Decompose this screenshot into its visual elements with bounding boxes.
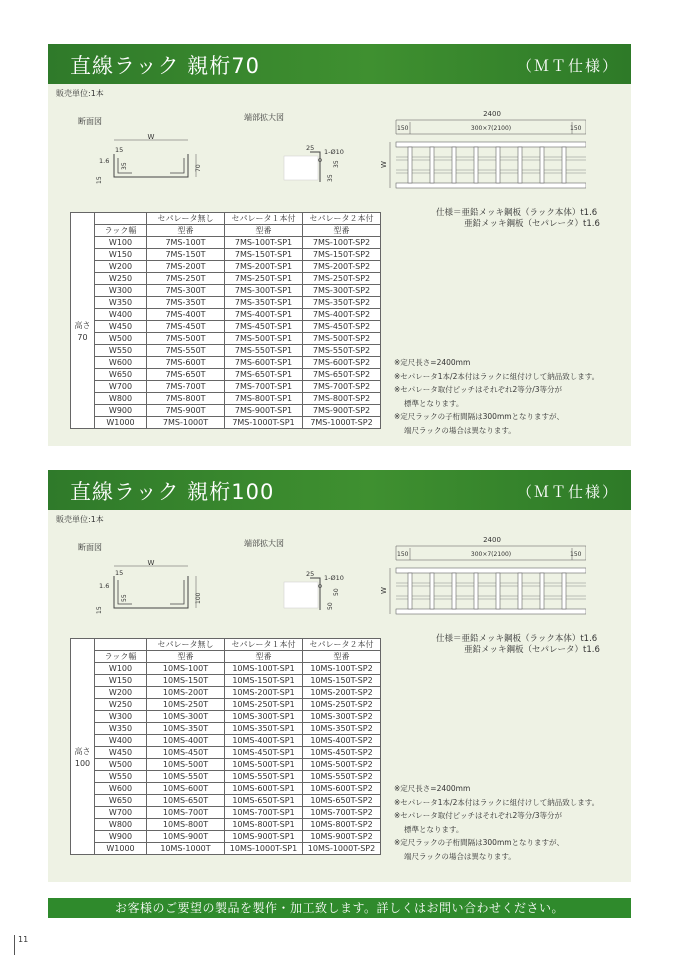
model-number-cell: 7MS-1000T-SP1 [225,417,303,429]
material-line: 仕様＝亜鉛メッキ鋼板（ラック本体）t1.6 [436,634,598,644]
height-cell [71,237,95,429]
rack-width-cell: W400 [95,735,147,747]
model-number-cell: 10MS-550T-SP1 [225,771,303,783]
notes [394,356,599,437]
table-row [71,699,381,711]
model-number-cell: 7MS-250T [147,273,225,285]
end-detail-figure [280,566,350,612]
rack-width-cell: W150 [95,249,147,261]
model-number-cell: 10MS-150T-SP1 [225,675,303,687]
rack-width-cell: W800 [95,393,147,405]
notes [394,782,599,863]
note-line: ※定尺ラックの子桁間隔は300mmとなりますが、 [394,412,565,421]
rack-width-cell: W550 [95,345,147,357]
rack-width-cell: W250 [95,699,147,711]
model-number-cell: 7MS-600T [147,357,225,369]
dim-100: 100 [195,592,202,604]
dim-50b: 50 [333,588,340,596]
model-number-cell: 7MS-400T-SP2 [303,309,381,321]
model-number-cell: 10MS-200T [147,687,225,699]
subheader-model: 型番 [147,651,225,663]
table-row [71,687,381,699]
note-line: ※セパレータ取付ピッチはそれぞれ2等分/3等分が [394,811,563,820]
model-number-cell: 10MS-700T [147,807,225,819]
cross-section-figure [96,558,206,614]
model-number-cell: 7MS-900T [147,405,225,417]
dim-w-plan: W [380,587,388,594]
table-row [71,723,381,735]
model-number-cell: 10MS-700T-SP1 [225,807,303,819]
model-number-cell: 7MS-500T [147,333,225,345]
dim-left: 150 [397,125,409,132]
model-number-cell: 7MS-400T [147,309,225,321]
table-row [71,393,381,405]
height-value: 100 [74,759,91,769]
model-number-cell: 7MS-500T-SP2 [303,333,381,345]
table-row [71,843,381,855]
rack-width-cell: W650 [95,795,147,807]
model-number-cell: 7MS-200T-SP1 [225,261,303,273]
table-row [71,831,381,843]
note-line: ※定尺ラックの子桁間隔は300mmとなりますが、 [394,838,565,847]
model-number-cell: 10MS-450T-SP2 [303,747,381,759]
table-row [71,807,381,819]
rack-width-cell: W550 [95,771,147,783]
model-number-cell: 7MS-800T-SP2 [303,393,381,405]
subheader-width: ラック幅 [95,651,147,663]
dim-w: W [147,133,155,141]
height-cell [71,663,95,855]
model-number-cell: 7MS-800T-SP1 [225,393,303,405]
model-number-cell: 10MS-300T-SP1 [225,711,303,723]
section-spec: （ＭＴ仕様） [516,483,619,501]
model-number-cell: 10MS-350T-SP1 [225,723,303,735]
table-row [71,333,381,345]
model-number-cell: 10MS-600T [147,783,225,795]
model-number-cell: 10MS-650T-SP2 [303,795,381,807]
note-line: ※セパレータ1本/2本付はラックに組付けして納品致します。 [394,797,600,807]
note-line: 標準となります。 [404,398,464,408]
product-section-70 [48,44,631,446]
header-no-sep: セパレータ無し [147,213,225,225]
header-sep-1: セパレータ１本付 [225,213,303,225]
model-number-cell: 10MS-300T-SP2 [303,711,381,723]
model-number-cell: 10MS-350T-SP2 [303,723,381,735]
section-title: 直線ラック 親桁70 [70,54,260,78]
model-number-cell: 10MS-400T-SP2 [303,735,381,747]
header-sep-2: セパレータ２本付 [303,213,381,225]
table-row [71,735,381,747]
model-number-cell: 10MS-650T-SP1 [225,795,303,807]
table-row [71,771,381,783]
model-number-cell: 10MS-550T [147,771,225,783]
table-body [71,237,381,429]
dim-25: 25 [306,144,315,152]
dim-15: 15 [115,146,124,154]
rack-width-cell: W900 [95,405,147,417]
rack-width-cell: W400 [95,309,147,321]
model-number-cell: 10MS-350T [147,723,225,735]
model-number-cell: 10MS-250T-SP2 [303,699,381,711]
model-number-cell: 7MS-800T [147,393,225,405]
model-number-cell: 7MS-200T-SP2 [303,261,381,273]
dim-35b: 35 [333,160,340,168]
model-number-cell: 10MS-1000T-SP2 [303,843,381,855]
header-sep-2: セパレータ２本付 [303,639,381,651]
dim-hole: 1-Ø10 [324,148,344,156]
table-row [71,759,381,771]
table-row [71,405,381,417]
rack-width-cell: W450 [95,321,147,333]
model-number-cell: 7MS-300T [147,285,225,297]
rack-width-cell: W700 [95,807,147,819]
dim-1-6: 1.6 [99,157,110,165]
spec-table [70,638,381,855]
model-number-cell: 10MS-550T-SP2 [303,771,381,783]
rack-width-cell: W200 [95,261,147,273]
cross-section-figure [96,132,206,184]
end-detail-label: 端部拡大図 [244,539,284,548]
model-number-cell: 7MS-100T-SP1 [225,237,303,249]
table-row [71,711,381,723]
table-row [71,369,381,381]
dim-15: 15 [115,569,124,577]
dim-50a: 50 [327,602,334,610]
subheader-model: 型番 [303,651,381,663]
table-row [71,237,381,249]
rack-width-cell: W600 [95,357,147,369]
dim-total: 2400 [483,110,501,118]
plan-view-figure [376,534,586,620]
model-number-cell: 10MS-100T-SP2 [303,663,381,675]
model-number-cell: 7MS-450T-SP1 [225,321,303,333]
model-number-cell: 7MS-350T-SP2 [303,297,381,309]
table-row [71,675,381,687]
material-spec [436,634,600,656]
model-number-cell: 7MS-900T-SP1 [225,405,303,417]
model-number-cell: 7MS-1000T-SP2 [303,417,381,429]
section-banner [48,44,631,84]
rack-width-cell: W1000 [95,417,147,429]
header-no-sep: セパレータ無し [147,639,225,651]
model-number-cell: 10MS-800T-SP2 [303,819,381,831]
dim-middle: 300×7(2100) [470,125,512,132]
sales-unit: 販売単位:1本 [56,515,104,524]
rack-width-cell: W100 [95,663,147,675]
dim-15b: 15 [96,606,103,614]
model-number-cell: 7MS-300T-SP1 [225,285,303,297]
dim-25: 25 [306,570,315,578]
model-number-cell: 7MS-150T-SP2 [303,249,381,261]
material-line: 仕様＝亜鉛メッキ鋼板（ラック本体）t1.6 [436,208,598,218]
dim-right: 150 [570,551,582,558]
model-number-cell: 10MS-300T [147,711,225,723]
section-banner [48,470,631,510]
model-number-cell: 10MS-900T-SP1 [225,831,303,843]
material-line: 亜鉛メッキ鋼板（セパレータ）t1.6 [464,645,600,655]
rack-width-cell: W500 [95,333,147,345]
note-line: ※セパレータ1本/2本付はラックに組付けして納品致します。 [394,371,600,381]
model-number-cell: 10MS-450T-SP1 [225,747,303,759]
cross-section-label: 断面図 [78,543,102,552]
model-number-cell: 10MS-100T-SP1 [225,663,303,675]
model-number-cell: 7MS-650T-SP1 [225,369,303,381]
table-row [71,381,381,393]
model-number-cell: 10MS-250T-SP1 [225,699,303,711]
model-number-cell: 7MS-150T-SP1 [225,249,303,261]
rack-width-cell: W350 [95,723,147,735]
rack-width-cell: W350 [95,297,147,309]
dim-70: 70 [195,164,202,172]
header-sep-1: セパレータ１本付 [225,639,303,651]
rack-width-cell: W300 [95,711,147,723]
subheader-model: 型番 [225,651,303,663]
rack-width-cell: W250 [95,273,147,285]
model-number-cell: 10MS-400T-SP1 [225,735,303,747]
footer-banner: お客様のご要望の製品を製作・加工致します。詳しくはお問い合わせください。 [48,898,631,918]
model-number-cell: 10MS-250T [147,699,225,711]
model-number-cell: 10MS-900T-SP2 [303,831,381,843]
table-row [71,261,381,273]
table-row [71,297,381,309]
dim-w-plan: W [380,161,388,168]
end-detail-figure [280,140,350,184]
rack-width-cell: W650 [95,369,147,381]
model-number-cell: 7MS-250T-SP2 [303,273,381,285]
table-row [71,795,381,807]
dim-left: 150 [397,551,409,558]
model-number-cell: 7MS-600T-SP1 [225,357,303,369]
model-number-cell: 7MS-900T-SP2 [303,405,381,417]
model-number-cell: 10MS-450T [147,747,225,759]
model-number-cell: 10MS-1000T-SP1 [225,843,303,855]
note-line: 端尺ラックの場合は異なります。 [404,425,516,435]
rack-width-cell: W800 [95,819,147,831]
subheader-model: 型番 [147,225,225,237]
model-number-cell: 7MS-550T [147,345,225,357]
model-number-cell: 7MS-700T [147,381,225,393]
dim-35: 35 [121,162,128,170]
dim-55: 55 [121,594,128,602]
dim-15b: 15 [96,176,103,184]
rack-width-cell: W450 [95,747,147,759]
note-line: 端尺ラックの場合は異なります。 [404,851,516,861]
rack-width-cell: W600 [95,783,147,795]
subheader-model: 型番 [225,225,303,237]
table-row [71,309,381,321]
model-number-cell: 10MS-100T [147,663,225,675]
model-number-cell: 7MS-450T [147,321,225,333]
rack-width-cell: W200 [95,687,147,699]
model-number-cell: 7MS-600T-SP2 [303,357,381,369]
model-number-cell: 7MS-400T-SP1 [225,309,303,321]
model-number-cell: 10MS-150T [147,675,225,687]
table-row [71,783,381,795]
model-number-cell: 7MS-650T [147,369,225,381]
rack-width-cell: W700 [95,381,147,393]
sales-unit: 販売単位:1本 [56,89,104,98]
model-number-cell: 10MS-800T [147,819,225,831]
table-row [71,819,381,831]
height-value: 70 [77,333,88,343]
model-number-cell: 7MS-700T-SP2 [303,381,381,393]
model-number-cell: 10MS-900T [147,831,225,843]
rack-width-cell: W300 [95,285,147,297]
model-number-cell: 10MS-150T-SP2 [303,675,381,687]
cross-section-label: 断面図 [78,117,102,126]
rack-width-cell: W1000 [95,843,147,855]
height-label: 高さ [74,321,91,331]
note-line: ※セパレータ取付ピッチはそれぞれ2等分/3等分が [394,385,563,394]
model-number-cell: 7MS-350T-SP1 [225,297,303,309]
model-number-cell: 7MS-100T [147,237,225,249]
material-spec [436,208,600,230]
table-row [71,285,381,297]
model-number-cell: 10MS-500T-SP2 [303,759,381,771]
dim-right: 150 [570,125,582,132]
plan-view-figure [376,108,586,194]
model-number-cell: 7MS-550T-SP2 [303,345,381,357]
model-number-cell: 10MS-400T [147,735,225,747]
table-row [71,417,381,429]
table-body [71,663,381,855]
end-detail-label: 端部拡大図 [244,113,284,122]
model-number-cell: 10MS-600T-SP1 [225,783,303,795]
model-number-cell: 10MS-1000T [147,843,225,855]
model-number-cell: 10MS-800T-SP1 [225,819,303,831]
dim-35a: 35 [327,174,334,182]
model-number-cell: 10MS-700T-SP2 [303,807,381,819]
table-row [71,663,381,675]
model-number-cell: 7MS-500T-SP1 [225,333,303,345]
model-number-cell: 7MS-450T-SP2 [303,321,381,333]
height-label: 高さ [74,747,91,757]
model-number-cell: 7MS-300T-SP2 [303,285,381,297]
table-row [71,345,381,357]
model-number-cell: 7MS-650T-SP2 [303,369,381,381]
rack-width-cell: W150 [95,675,147,687]
table-row [71,357,381,369]
model-number-cell: 7MS-200T [147,261,225,273]
dim-middle: 300×7(2100) [470,551,512,558]
table-row [71,249,381,261]
dim-total: 2400 [483,536,501,544]
model-number-cell: 7MS-250T-SP1 [225,273,303,285]
dim-1-6: 1.6 [99,582,110,590]
model-number-cell: 10MS-500T [147,759,225,771]
subheader-model: 型番 [303,225,381,237]
model-number-cell: 7MS-1000T [147,417,225,429]
model-number-cell: 7MS-150T [147,249,225,261]
subheader-width: ラック幅 [95,225,147,237]
rack-width-cell: W900 [95,831,147,843]
rack-width-cell: W100 [95,237,147,249]
note-line: ※定尺長さ=2400mm [394,784,471,793]
rack-width-cell: W500 [95,759,147,771]
model-number-cell: 10MS-200T-SP2 [303,687,381,699]
material-line: 亜鉛メッキ鋼板（セパレータ）t1.6 [464,219,600,229]
table-row [71,747,381,759]
model-number-cell: 7MS-100T-SP2 [303,237,381,249]
table-row [71,273,381,285]
model-number-cell: 10MS-650T [147,795,225,807]
model-number-cell: 10MS-600T-SP2 [303,783,381,795]
note-line: 標準となります。 [404,824,464,834]
note-line: ※定尺長さ=2400mm [394,358,471,367]
section-spec: （ＭＴ仕様） [516,57,619,75]
spec-table [70,212,381,429]
model-number-cell: 10MS-200T-SP1 [225,687,303,699]
model-number-cell: 7MS-700T-SP1 [225,381,303,393]
model-number-cell: 10MS-500T-SP1 [225,759,303,771]
page-number: 11 [14,935,28,955]
model-number-cell: 7MS-350T [147,297,225,309]
table-row [71,321,381,333]
dim-w: W [147,559,155,567]
dim-hole: 1-Ø10 [324,574,344,582]
section-title: 直線ラック 親桁100 [70,480,275,504]
model-number-cell: 7MS-550T-SP1 [225,345,303,357]
product-section-100 [48,470,631,882]
